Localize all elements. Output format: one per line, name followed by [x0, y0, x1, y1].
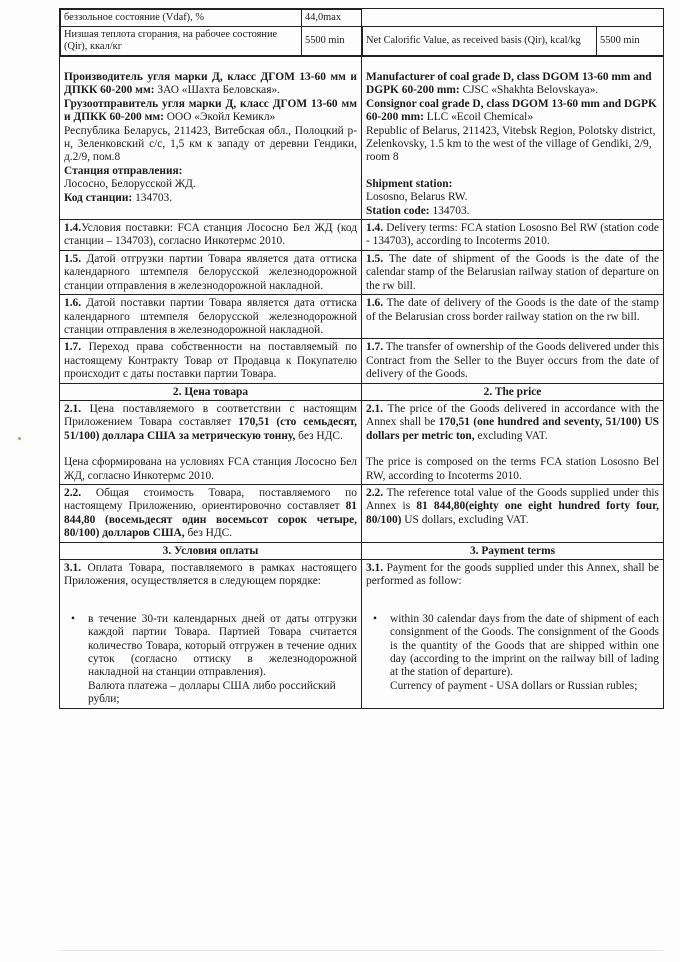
currency-en: Currency of payment - USA dollars or Russian rubles; — [390, 679, 638, 692]
station-value-ru: Лососно, Белорусской ЖД. — [64, 178, 196, 191]
clause-row-3-1 — [60, 560, 664, 709]
consignor-en: Consignor coal grade D, class DGOM 13-60 mm and DGPK 60-200 mm: LLC «Ecoil Chemical» — [366, 97, 657, 124]
clause-2-2-en: 2.2. The reference total value of the Goods supplied under this Annex is 81 844,80(eighty one eight hundred forty four, 80/100) US dollars, excluding VAT. — [362, 484, 664, 542]
clause-en: 1.6. The date of delivery of the Goods is the date of the stamp of the Belarusian cross border railway station on the rw bill. — [362, 295, 664, 339]
spec-ru-cell — [60, 9, 362, 57]
list-item: • в течение 30-ти календарных дней от даты отгрузки каждой партии Товара. Партией Товара считается количество Товара, который отгружен в течение одних суток (согласно оттиску в железнодорожной накладной на станции отправления). Валюта платежа – доллары США либо российский рубли; — [71, 612, 357, 706]
spec-en-table — [362, 26, 664, 56]
bullet-icon: • — [71, 612, 75, 625]
clause-2-1-ru-basis: Цена сформирована на условиях FCA станция Лососно Бел ЖД, согласно Инкотермс 2010. — [64, 456, 357, 482]
section-2-header-row — [60, 383, 664, 400]
clause-ru: 1.6. Датой поставки партии Товара является дата оттиска календарного штемпеля белорусской железнодорожной станции отправления в железнодорожной накладной. — [60, 295, 362, 339]
list-item: • within 30 calendar days from the date of shipment of each consignment of the Goods. The consignment of the Goods is the quantity of the Goods that are shipped within one day (according to the imprint on the railway bill of lading at the station of departure). Currency of payment - USA dollars or Russian rubles; — [373, 612, 659, 692]
manufacturer-en: Manufacturer of coal grade D, class DGOM 13-60 mm and DGPK 60-200 mm: CJSC «Shakhta Belovskaya». — [366, 71, 652, 97]
clause-row-1-7 — [60, 339, 664, 383]
address-en: Republic of Belarus, 211423, Vitebsk Region, Polotsky district, Zelenkovsky, 1.5 km to the west of the village of Gendiki, 2/9, room 8 — [366, 124, 656, 164]
clause-row-1-4 — [60, 220, 664, 251]
station-label-ru: Станция отправления: — [64, 164, 183, 177]
clause-en: 1.4. Delivery terms: FCA station Lososno Bel RW (station code - 134703), according to Incoterms 2010. — [362, 220, 664, 251]
spec-ru-table — [60, 9, 362, 56]
clause-en: 1.7. The transfer of ownership of the Goods delivered under this Contract from the Seller to the Buyer occurs from the date of delivery of the Goods. — [362, 339, 664, 383]
address-ru: Республика Беларусь, 211423, Витебская обл., Полоцкий р-н, Зеленковский с/с, 1,5 км к западу от деревни Гендики, д.2/9, пом.8 — [64, 124, 357, 164]
station-code-en: Station code: 134703. — [366, 204, 470, 217]
page-bottom-rule — [59, 950, 663, 951]
currency-ru: Валюта платежа – доллары США либо российский рубли; — [88, 679, 336, 706]
section-2-title-ru: 2. Цена товара — [60, 383, 362, 400]
spec-ru-calorific-label: Низшая теплота сгорания, на рабочее состояние (Qir), ккал/кг — [61, 27, 302, 56]
clause-3-1-ru: 3.1. Оплата Товара, поставляемого в рамках настоящего Приложения, осуществляется в следующем порядке: • в течение 30-ти календарных дней от даты отгрузки каждой партии Товара. Партией Товара считается количество Товара, который отгружен в течение одних суток (согласно оттиску в железнодорожной накладной на станции отправления). Валюта платежа – доллары США либо российский рубли; — [60, 560, 362, 709]
spec-en-calorific-value: 5500 min — [597, 27, 664, 56]
clause-3-1-en: 3.1. Payment for the goods supplied under this Annex, shall be performed as follow: • within 30 calendar days from the date of shipment of each consignment of the Goods. The consignment of the Goods is the quantity of the Goods that are shipped within one day (according to the imprint on the railway bill of lading at the station of departure). Currency of payment - USA dollars or Russian rubles; — [362, 560, 664, 709]
station-label-en: Shipment station: — [366, 177, 453, 190]
clause-row-1-6 — [60, 295, 664, 339]
contract-annex-table — [59, 8, 664, 709]
station-code-ru: Код станции: 134703. — [64, 191, 173, 204]
clause-en: 1.5. The date of shipment of the Goods is the date of the calendar stamp of the Belarusian railway station of departure on the rw bill. — [362, 250, 664, 294]
spec-ru-calorific-value: 5500 min — [302, 27, 362, 56]
clause-row-2-2 — [60, 484, 664, 542]
spec-en-cell — [362, 9, 664, 57]
spec-en-calorific-label: Net Calorific Value, as received basis (Qir), kcal/kg — [363, 27, 597, 56]
clause-2-1-en-basis: The price is composed on the terms FCA station Lososno Bel RW, according to Incoterms 2010. — [366, 456, 659, 482]
clause-2-1-ru: 2.1. Цена поставляемого в соответствии с настоящим Приложением Товара составляет 170,51 (сто семьдесят, 51/100) доллара США за метрическую тонну, без НДС. Цена сформирована на условиях FCA станция Лососно Бел ЖД, согласно Инкотермс 2010. — [60, 400, 362, 484]
parties-ru-cell — [60, 57, 362, 220]
spec-ru-volatile-value: 44,0max — [302, 10, 362, 27]
payment-list-ru — [64, 613, 357, 707]
clause-2-2-ru: 2.2. Общая стоимость Товара, поставляемого по настоящему Приложению, ориентировочно составляет 81 844,80 (восемьдесят один восемьсот сорок четыре, 80/100) долларов США, без НДС. — [60, 484, 362, 542]
section-3-title-en: 3. Payment terms — [362, 542, 664, 559]
parties-row — [60, 57, 664, 220]
clause-ru: 1.4.Условия поставки: FCA станция Лососно Бел ЖД (код станции – 134703), согласно Инкотермс 2010. — [60, 220, 362, 251]
station-value-en: Lososno, Belarus RW. — [366, 191, 468, 204]
clause-row-1-5 — [60, 250, 664, 294]
clause-ru: 1.5. Датой отгрузки партии Товара является дата оттиска календарного штемпеля белорусской железнодорожной станции отправления в железнодорожной накладной. — [60, 250, 362, 294]
scan-speck — [18, 437, 21, 440]
consignor-ru: Грузоотправитель угля марки Д, класс ДГОМ 13-60 мм и ДПКК 60-200 мм: ООО «Экойл Кемикл» — [64, 97, 357, 124]
clause-2-1-en: 2.1. The price of the Goods delivered in accordance with the Annex shall be 170,51 (one hundred and seventy, 51/100) US dollars per metric ton, excluding VAT. The price is composed on the terms FCA station Lososno Bel RW, according to Incoterms 2010. — [362, 400, 664, 484]
parties-en-cell — [362, 57, 664, 220]
spec-row — [60, 9, 664, 57]
clause-row-2-1 — [60, 400, 664, 484]
payment-list-en — [366, 613, 659, 693]
section-3-header-row — [60, 542, 664, 559]
section-3-title-ru: 3. Условия оплаты — [60, 542, 362, 559]
bullet-icon: • — [373, 612, 377, 625]
manufacturer-ru: Производитель угля марки Д, класс ДГОМ 13-60 мм и ДПКК 60-200 мм: ЗАО «Шахта Беловская». — [64, 71, 357, 97]
spec-ru-volatile-label: беззольное состояние (Vdaf), % — [61, 10, 302, 27]
clause-ru: 1.7. Переход права собственности на поставляемый по настоящему Контракту Товар от Продавца к Покупателю происходит с даты поставки партии Товара. — [60, 339, 362, 383]
section-2-title-en: 2. The price — [362, 383, 664, 400]
